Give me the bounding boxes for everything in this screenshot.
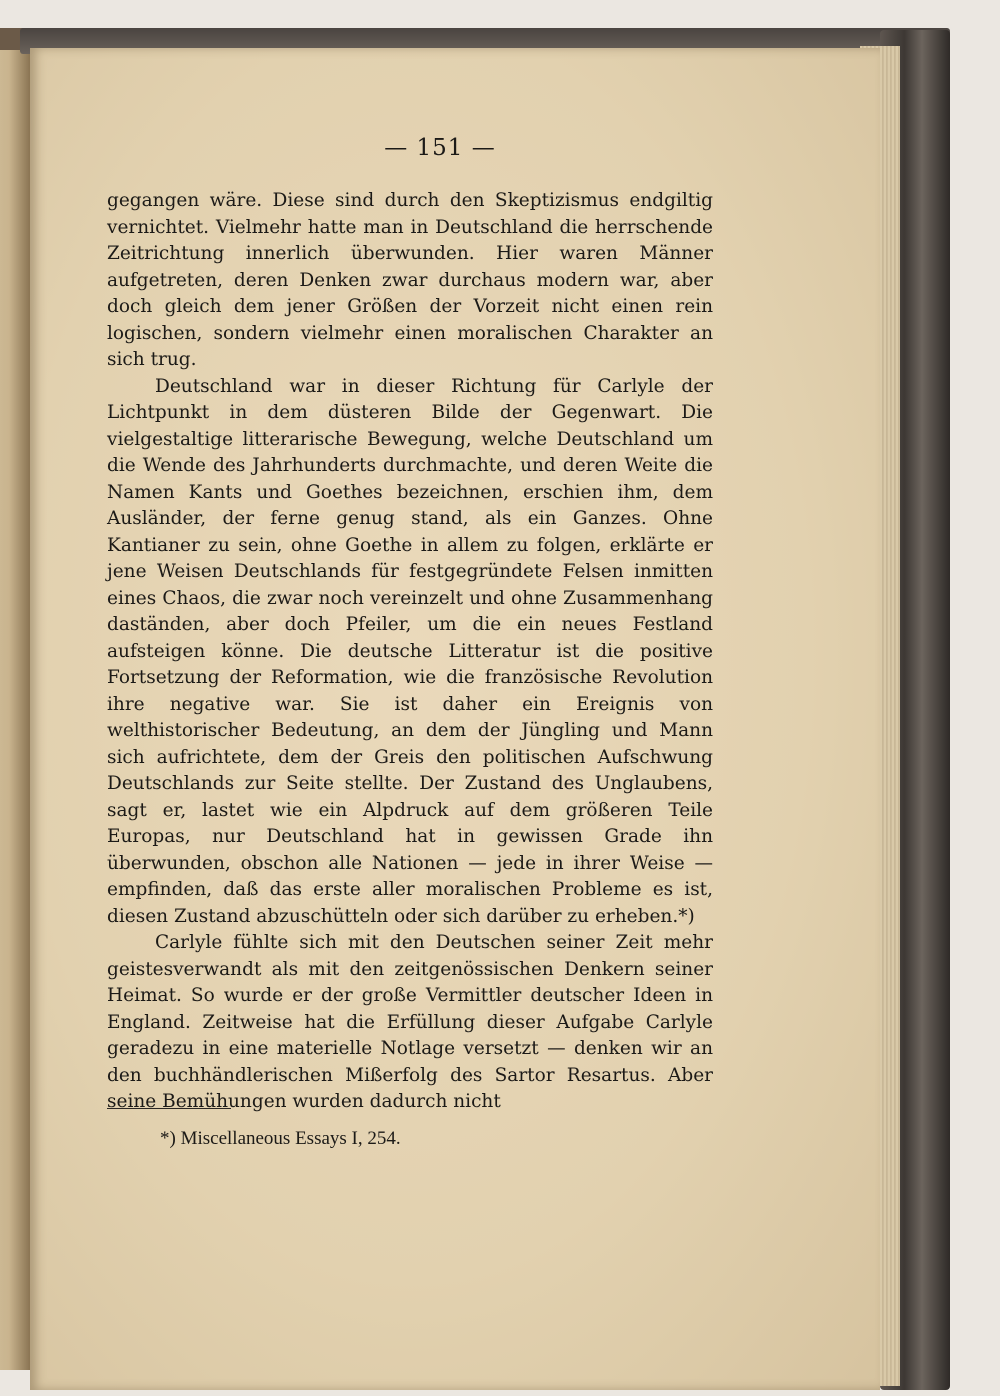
footnote: *) Miscellaneous Essays I, 254.: [160, 1128, 401, 1149]
paragraph-1: gegangen wäre. Diese sind durch den Skeptizismus endgiltig vernichtet. Vielmehr hatte man in Deutschland die herrschende Zeitrichtung innerlich überwunden. Hier waren Männer aufgetreten, deren Denken zwar durchaus modern war, aber doch gleich dem jener Größen der Vorzeit nicht einen rein logischen, sondern vielmehr einen moralischen Charakter an sich trug.: [107, 190, 713, 370]
paragraph-3: Carlyle fühlte sich mit den Deutschen seiner Zeit mehr geistesverwandt als mit den zeitgenössischen Denkern seiner Heimat. So wurde er der große Vermittler deutscher Ideen in England. Zeitweise hat die Erfüllung dieser Aufgabe Carlyle geradezu in eine materielle Notlage versetzt — denken wir an den buchhändlerischen Mißerfolg des Sartor Resartus. Aber seine Bemühungen wurden dadurch nicht: [107, 932, 713, 1112]
left-page-edge: [0, 40, 31, 1370]
footnote-divider: [107, 1108, 231, 1109]
paragraph-2: Deutschland war in dieser Richtung für Carlyle der Lichtpunkt in dem düsteren Bilde der Gegenwart. Die vielgestaltige litterarische Bewegung, welche Deutschland um die Wende des Jahrhunderts durchmachte, und deren Weite die Namen Kants und Goethes bezeichnen, erschien ihm, dem Ausländer, der ferne genug stand, als ein Ganzes. Ohne Kantianer zu sein, ohne Goethe in allem zu folgen, erklärte er jene Weisen Deutschlands für festgegründete Felsen inmitten eines Chaos, die zwar noch vereinzelt und ohne Zusammenhang daständen, aber doch Pfeiler, um die ein neues Festland aufsteigen könne. Die deutsche Litteratur ist die positive Fortsetzung der Reformation, wie die französische Revolution ihre negative war. Sie ist daher ein Ereignis von welthistorischer Bedeutung, an dem der Jüngling und Mann sich aufrichtete, dem der Greis den politischen Aufschwung Deutschlands zur Seite stellte. Der Zustand des Unglaubens, sagt er, lastet wie ein Alpdruck auf dem größeren Teile Europas, nur Deutschland hat in gewissen Grade ihn überwunden, obschon alle Nationen — jede in ihrer Weise — empfinden, daß das erste aller moralischen Probleme es ist, diesen Zustand abzuschütteln oder sich darüber zu erheben.*): [107, 375, 713, 927]
body-text: [107, 188, 713, 1116]
page-number: — 151 —: [384, 135, 496, 161]
